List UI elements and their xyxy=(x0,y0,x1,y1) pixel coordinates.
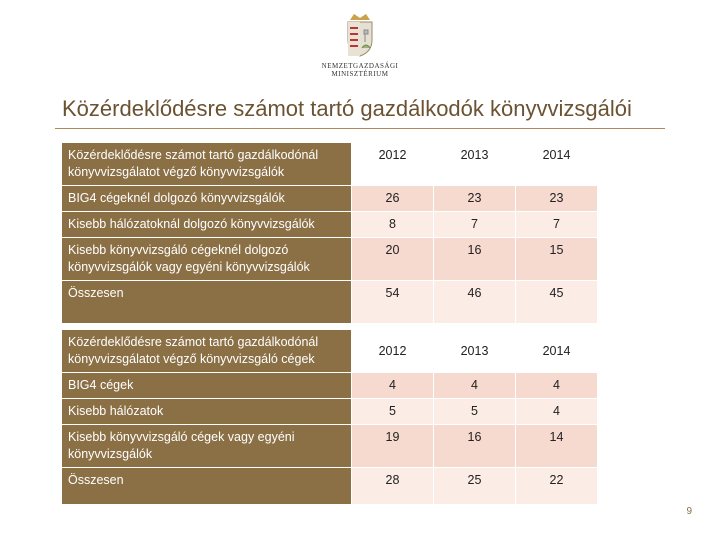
table-row xyxy=(62,399,597,425)
row-label: BIG4 cégeknél dolgozó könyvvizsgálók xyxy=(62,186,351,212)
header-label: Közérdeklődésre számot tartó gazdálkodónál könyvvizsgálatot végző könyvvizsgáló cégek xyxy=(62,330,351,373)
table-row xyxy=(62,373,597,399)
logo-line1: NEMZETGAZDASÁGI xyxy=(321,62,399,70)
row-value: 8 xyxy=(351,212,433,238)
header-year: 2014 xyxy=(515,330,597,373)
row-value: 26 xyxy=(351,186,433,212)
row-label: Kisebb könyvvizsgáló cégek vagy egyéni könyvvizsgálók xyxy=(62,425,351,468)
table-header-row xyxy=(62,330,597,373)
row-value: 54 xyxy=(351,281,433,324)
row-value: 16 xyxy=(433,238,515,281)
table-row-total xyxy=(62,281,597,324)
table-row xyxy=(62,186,597,212)
row-label: Összesen xyxy=(62,468,351,505)
row-value: 45 xyxy=(515,281,597,324)
row-value: 22 xyxy=(515,468,597,505)
row-label: Kisebb hálózatoknál dolgozó könyvvizsgálók xyxy=(62,212,351,238)
row-value: 19 xyxy=(351,425,433,468)
row-value: 5 xyxy=(351,399,433,425)
table-row xyxy=(62,425,597,468)
ministry-logo xyxy=(310,10,410,78)
audit-firms-table xyxy=(62,330,597,505)
header-year: 2012 xyxy=(351,330,433,373)
header-year: 2013 xyxy=(433,143,515,186)
table-row xyxy=(62,238,597,281)
coat-of-arms-icon xyxy=(342,10,378,58)
row-label: BIG4 cégek xyxy=(62,373,351,399)
auditors-table xyxy=(62,143,597,324)
page-title: Közérdeklődésre számot tartó gazdálkodók könyvvizsgálói xyxy=(62,96,632,121)
page-number: 9 xyxy=(686,506,692,517)
row-value: 4 xyxy=(433,373,515,399)
row-value: 15 xyxy=(515,238,597,281)
row-value: 25 xyxy=(433,468,515,505)
row-value: 4 xyxy=(351,373,433,399)
row-value: 5 xyxy=(433,399,515,425)
row-value: 20 xyxy=(351,238,433,281)
row-label: Kisebb hálózatok xyxy=(62,399,351,425)
header-year: 2014 xyxy=(515,143,597,186)
row-value: 16 xyxy=(433,425,515,468)
row-value: 23 xyxy=(515,186,597,212)
table-header-row xyxy=(62,143,597,186)
row-value: 4 xyxy=(515,373,597,399)
row-value: 14 xyxy=(515,425,597,468)
row-value: 7 xyxy=(433,212,515,238)
row-label: Összesen xyxy=(62,281,351,324)
row-value: 46 xyxy=(433,281,515,324)
header-year: 2012 xyxy=(351,143,433,186)
row-value: 4 xyxy=(515,399,597,425)
header-year: 2013 xyxy=(433,330,515,373)
row-label: Kisebb könyvvizsgáló cégeknél dolgozó könyvvizsgálók vagy egyéni könyvvizsgálók xyxy=(62,238,351,281)
logo-line2: MINISZTÉRIUM xyxy=(331,70,389,78)
title-divider xyxy=(55,128,665,129)
row-value: 7 xyxy=(515,212,597,238)
table-row-total xyxy=(62,468,597,505)
header-label: Közérdeklődésre számot tartó gazdálkodónál könyvvizsgálatot végző könyvvizsgálók xyxy=(62,143,351,186)
row-value: 28 xyxy=(351,468,433,505)
row-value: 23 xyxy=(433,186,515,212)
table-row xyxy=(62,212,597,238)
